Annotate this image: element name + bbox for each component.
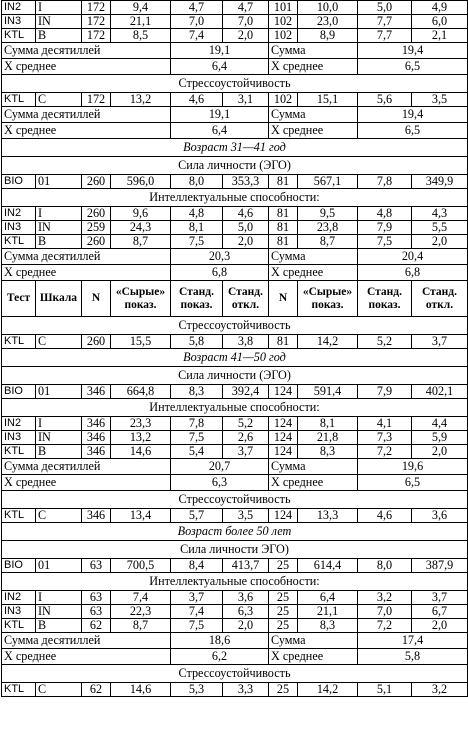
sum-label: X среднее [2,123,171,139]
cell: 172 [82,93,111,107]
column-header-row [2,281,468,317]
cell: 3,7 [171,591,223,605]
cell: 346 [82,445,111,459]
table-body [2,1,468,697]
column-header: Тест [2,281,36,317]
cell: IN3 [2,431,36,445]
cell: 63 [82,559,111,573]
sum-value: 19,1 [171,43,269,59]
cell: 259 [82,221,111,235]
sum-value: 6,2 [171,649,269,665]
cell: 3,2 [412,683,468,697]
cell: 172 [82,1,111,15]
cell: 700,5 [111,559,171,573]
cell: 25 [269,591,298,605]
cell: KTL [2,29,36,43]
cell: 3,3 [223,683,269,697]
cell: 3,6 [223,591,269,605]
cell: 81 [269,235,298,249]
cell: 260 [82,175,111,189]
cell: 81 [269,207,298,221]
section-title-stress-cell: Стрессоустойчивость [2,317,468,335]
sum-value: 6,5 [358,123,468,139]
cell: 13,4 [111,509,171,523]
cell: KTL [2,445,36,459]
section-title-ego-cell: Сила личности ЭГО) [2,541,468,559]
cell: 13,3 [298,509,358,523]
sum-label: X среднее [269,475,358,491]
cell: C [36,335,82,349]
cell: 8,3 [171,385,223,399]
cell: 2,0 [223,619,269,633]
cell: 3,7 [412,335,468,349]
cell: 4,8 [358,207,412,221]
cell: 01 [36,175,82,189]
sum-label: Сумма десятиллей [2,633,171,649]
age-group-title [2,139,468,157]
section-title-intel-cell: Интеллектуальные способности: [2,399,468,417]
cell: 124 [269,417,298,431]
sum-label: Сумма [269,633,358,649]
cell: 62 [82,683,111,697]
cell: C [36,683,82,697]
cell: KTL [2,509,36,523]
cell: 81 [269,175,298,189]
sum-label: Сумма [269,249,358,265]
cell: 4,4 [412,417,468,431]
cell: 14,6 [111,445,171,459]
sum-value: 6,5 [358,475,468,491]
sum-value: 6,8 [358,265,468,281]
cell: 25 [269,559,298,573]
cell: 81 [269,335,298,349]
sum-label: Сумма десятиллей [2,249,171,265]
cell: 21,1 [111,15,171,29]
section-title-ego [2,541,468,559]
cell: KTL [2,619,36,633]
cell: 5,9 [412,431,468,445]
section-title-ego [2,367,468,385]
sum-value: 6,8 [171,265,269,281]
cell: 2,0 [223,29,269,43]
cell: 7,9 [358,221,412,235]
sum-value: 19,6 [358,459,468,475]
cell: 4,8 [171,207,223,221]
cell: 3,5 [223,509,269,523]
data-row [2,619,468,633]
age-group-title-cell: Возраст более 50 лет [2,523,468,541]
cell: B [36,235,82,249]
sum-value: 19,4 [358,43,468,59]
cell: IN [36,431,82,445]
stress-row [2,683,468,697]
cell: 4,9 [412,1,468,15]
cell: BIO [2,175,36,189]
cell: 62 [82,619,111,633]
sum-value: 6,4 [171,123,269,139]
cell: 8,1 [171,221,223,235]
cell: 596,0 [111,175,171,189]
cell: 8,7 [298,235,358,249]
sum-label: X среднее [269,649,358,665]
data-row [2,591,468,605]
section-title-stress [2,491,468,509]
cell: B [36,619,82,633]
cell: 2,6 [223,431,269,445]
sum-label: X среднее [2,265,171,281]
cell: 7,4 [111,591,171,605]
cell: 7,5 [171,235,223,249]
cell: IN2 [2,591,36,605]
section-title-stress-cell: Стрессоустойчивость [2,665,468,683]
cell: 5,2 [358,335,412,349]
cell: BIO [2,385,36,399]
ego-row [2,175,468,189]
cell: 6,4 [298,591,358,605]
stress-row [2,93,468,107]
section-title-ego [2,157,468,175]
column-header: «Сырые» показ. [298,281,358,317]
cell: 7,2 [358,445,412,459]
sum-value: 6,3 [171,475,269,491]
age-group-title [2,349,468,367]
cell: C [36,93,82,107]
cell: 63 [82,605,111,619]
section-title-stress-cell: Стрессоустойчивость [2,491,468,509]
cell: 4,6 [223,207,269,221]
cell: 9,6 [111,207,171,221]
cell: 5,2 [223,417,269,431]
cell: 4,7 [171,1,223,15]
sum-value: 18,6 [171,633,269,649]
column-header: Станд. откл. [223,281,269,317]
cell: 7,9 [358,385,412,399]
cell: 5,5 [412,221,468,235]
data-row [2,1,468,15]
data-row [2,207,468,221]
sum-value: 20,7 [171,459,269,475]
cell: 7,5 [171,431,223,445]
cell: 5,1 [358,683,412,697]
cell: I [36,1,82,15]
sum-row [2,43,468,59]
sum-row [2,107,468,123]
section-title-intel-cell: Интеллектуальные способности: [2,189,468,207]
section-title-stress [2,665,468,683]
column-header: «Сырые» показ. [111,281,171,317]
sum-row [2,633,468,649]
cell: 2,0 [412,619,468,633]
cell: 25 [269,605,298,619]
data-row [2,15,468,29]
cell: 402,1 [412,385,468,399]
cell: 14,2 [298,335,358,349]
cell: IN2 [2,417,36,431]
cell: 346 [82,509,111,523]
cell: 8,3 [298,619,358,633]
section-title-stress-cell: Стрессоустойчивость [2,75,468,93]
cell: 21,8 [298,431,358,445]
sum-label: Сумма [269,107,358,123]
cell: 5,6 [358,93,412,107]
cell: IN [36,15,82,29]
cell: 7,5 [171,619,223,633]
cell: 5,7 [171,509,223,523]
data-row [2,235,468,249]
cell: 260 [82,235,111,249]
cell: 101 [269,1,298,15]
mean-row [2,475,468,491]
sum-value: 6,4 [171,59,269,75]
ego-row [2,559,468,573]
cell: 7,5 [358,235,412,249]
cell: IN2 [2,207,36,221]
cell: 7,7 [358,15,412,29]
cell: 15,1 [298,93,358,107]
cell: 349,9 [412,175,468,189]
sum-value: 19,4 [358,107,468,123]
section-title-intel [2,573,468,591]
cell: 4,6 [171,93,223,107]
cell: 346 [82,417,111,431]
column-header: Станд. показ. [171,281,223,317]
cell: B [36,445,82,459]
column-header: N [82,281,111,317]
cell: 2,0 [223,235,269,249]
age-group-title-cell: Возраст 41—50 год [2,349,468,367]
cell: 21,1 [298,605,358,619]
cell: 8,3 [298,445,358,459]
data-row [2,605,468,619]
age-group-title-cell: Возраст 31—41 год [2,139,468,157]
cell: 13,2 [111,93,171,107]
cell: 14,6 [111,683,171,697]
cell: C [36,509,82,523]
cell: 9,5 [298,207,358,221]
sum-label: X среднее [2,475,171,491]
cell: 3,6 [412,509,468,523]
cell: 260 [82,207,111,221]
cell: 346 [82,431,111,445]
cell: IN [36,605,82,619]
cell: 124 [269,431,298,445]
cell: 4,7 [223,1,269,15]
cell: 4,3 [412,207,468,221]
cell: 8,7 [111,235,171,249]
cell: 7,2 [358,619,412,633]
cell: 5,0 [358,1,412,15]
data-row [2,445,468,459]
sum-row [2,249,468,265]
cell: 3,7 [223,445,269,459]
cell: I [36,207,82,221]
norms-table [1,0,468,697]
cell: 9,4 [111,1,171,15]
mean-row [2,123,468,139]
sum-label: Сумма десятиллей [2,43,171,59]
cell: 14,2 [298,683,358,697]
cell: 5,4 [171,445,223,459]
cell: 8,1 [298,417,358,431]
cell: 7,0 [223,15,269,29]
cell: 8,0 [358,559,412,573]
mean-row [2,59,468,75]
cell: 22,3 [111,605,171,619]
cell: 6,0 [412,15,468,29]
cell: 15,5 [111,335,171,349]
cell: 24,3 [111,221,171,235]
cell: I [36,591,82,605]
cell: 2,1 [412,29,468,43]
cell: B [36,29,82,43]
cell: 664,8 [111,385,171,399]
mean-row [2,265,468,281]
cell: 81 [269,221,298,235]
section-title-ego-cell: Сила личности (ЭГО) [2,157,468,175]
cell: 7,4 [171,29,223,43]
data-row [2,29,468,43]
cell: 6,7 [412,605,468,619]
cell: 346 [82,385,111,399]
sum-label: Сумма [269,43,358,59]
cell: 2,0 [412,445,468,459]
sum-value: 5,8 [358,649,468,665]
cell: 01 [36,385,82,399]
cell: 8,5 [111,29,171,43]
section-title-intel-cell: Интеллектуальные способности: [2,573,468,591]
column-header: Станд. откл. [412,281,468,317]
cell: 8,4 [171,559,223,573]
cell: 3,7 [412,591,468,605]
data-row [2,431,468,445]
cell: 7,0 [358,605,412,619]
cell: 5,3 [171,683,223,697]
sum-value: 17,4 [358,633,468,649]
cell: 4,6 [358,509,412,523]
cell: 102 [269,93,298,107]
cell: 7,7 [358,29,412,43]
cell: 124 [269,509,298,523]
cell: 387,9 [412,559,468,573]
mean-row [2,649,468,665]
cell: 63 [82,591,111,605]
cell: IN3 [2,221,36,235]
cell: 8,0 [171,175,223,189]
sum-label: X среднее [2,649,171,665]
cell: 01 [36,559,82,573]
cell: IN2 [2,1,36,15]
cell: 124 [269,385,298,399]
data-row [2,221,468,235]
section-title-intel [2,399,468,417]
cell: IN [36,221,82,235]
cell: 102 [269,29,298,43]
cell: IN3 [2,605,36,619]
stress-row [2,335,468,349]
cell: I [36,417,82,431]
cell: 7,4 [171,605,223,619]
cell: 25 [269,683,298,697]
cell: 25 [269,619,298,633]
sum-label: X среднее [269,123,358,139]
cell: KTL [2,335,36,349]
cell: 591,4 [298,385,358,399]
sum-label: Сумма десятиллей [2,459,171,475]
stress-row [2,509,468,523]
cell: 4,1 [358,417,412,431]
section-title-stress [2,75,468,93]
sum-label: X среднее [2,59,171,75]
cell: 7,0 [171,15,223,29]
cell: 102 [269,15,298,29]
age-group-title [2,523,468,541]
cell: 7,8 [358,175,412,189]
sum-label: Сумма [269,459,358,475]
cell: 23,8 [298,221,358,235]
cell: 172 [82,29,111,43]
ego-row [2,385,468,399]
cell: 3,8 [223,335,269,349]
cell: IN3 [2,15,36,29]
sum-value: 19,1 [171,107,269,123]
sum-value: 20,3 [171,249,269,265]
cell: 8,9 [298,29,358,43]
cell: KTL [2,683,36,697]
cell: BIO [2,559,36,573]
column-header: N [269,281,298,317]
cell: KTL [2,93,36,107]
cell: 3,5 [412,93,468,107]
sum-value: 20,4 [358,249,468,265]
cell: 413,7 [223,559,269,573]
cell: 567,1 [298,175,358,189]
data-row [2,417,468,431]
cell: 23,0 [298,15,358,29]
cell: 7,3 [358,431,412,445]
cell: 260 [82,335,111,349]
sum-label: X среднее [269,265,358,281]
cell: 392,4 [223,385,269,399]
cell: KTL [2,235,36,249]
cell: 6,3 [223,605,269,619]
section-title-intel [2,189,468,207]
sum-value: 6,5 [358,59,468,75]
sum-row [2,459,468,475]
cell: 10,0 [298,1,358,15]
sum-label: Сумма десятиллей [2,107,171,123]
cell: 3,1 [223,93,269,107]
cell: 3,2 [358,591,412,605]
cell: 614,4 [298,559,358,573]
cell: 23,3 [111,417,171,431]
cell: 124 [269,445,298,459]
section-title-ego-cell: Сила личности (ЭГО) [2,367,468,385]
cell: 5,0 [223,221,269,235]
cell: 353,3 [223,175,269,189]
cell: 2,0 [412,235,468,249]
cell: 172 [82,15,111,29]
cell: 8,7 [111,619,171,633]
section-title-stress [2,317,468,335]
cell: 7,8 [171,417,223,431]
cell: 13,2 [111,431,171,445]
cell: 5,8 [171,335,223,349]
column-header: Станд. показ. [358,281,412,317]
column-header: Шкала [36,281,82,317]
sum-label: X среднее [269,59,358,75]
